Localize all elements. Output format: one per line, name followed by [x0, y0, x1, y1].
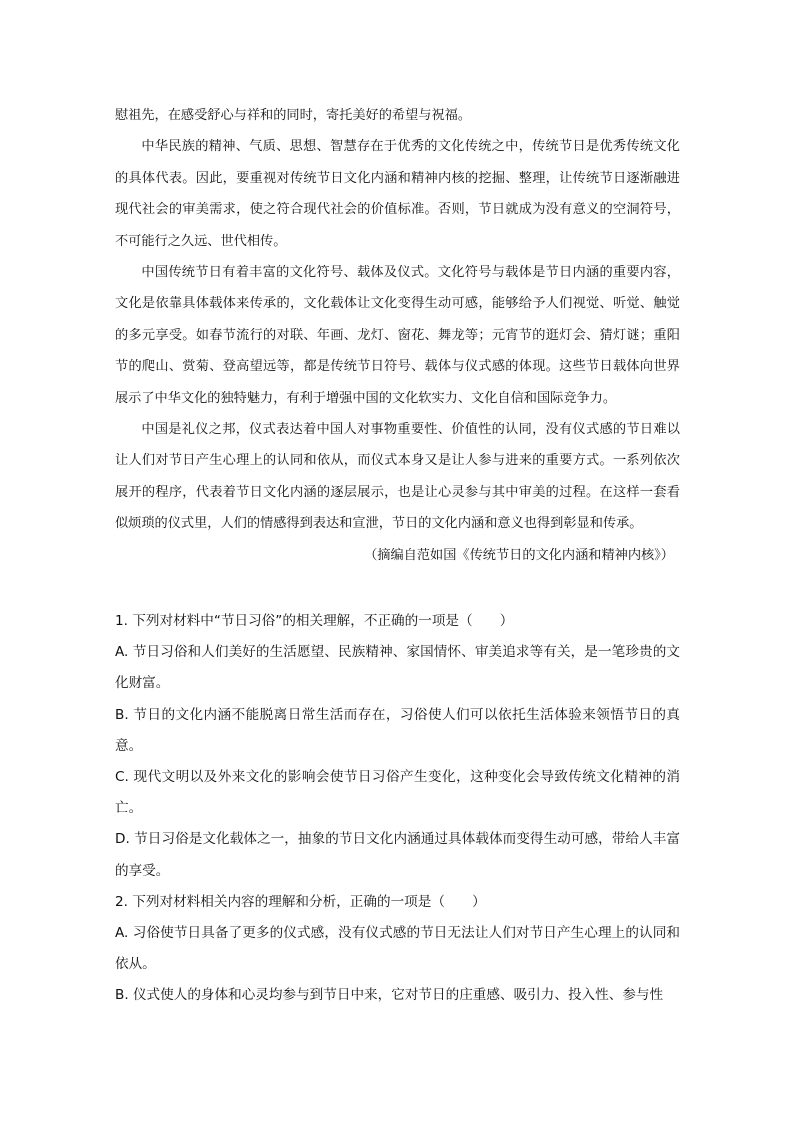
question-1-stem: 1. 下列对材料中“节日习俗”的相关理解，不正确的一项是（ ）	[115, 613, 514, 629]
question-2-option-b: B. 仪式使人的身体和心灵均参与到节日中来，它对节日的庄重感、吸引力、投入性、参与性	[115, 987, 664, 1004]
question-2-stem: 2. 下列对材料相关内容的理解和分析，正确的一项是（ ）	[115, 893, 486, 910]
question-section	[115, 606, 680, 1012]
reading-passage	[115, 100, 680, 571]
passage-paragraph: 中国传统节日有着丰富的文化符号、载体及仪式。文化符号与载体是节日内涵的重要内容，文化是依靠具体载体来传承的，文化载体让文化变得生动可感，能够给予人们视觉、听觉、触觉的多元享受。如春节流行的对联、年画、龙灯、窗花、舞龙等；元宵节的逛灯会、猜灯谜；重阳节的爬山、赏菊、登高望远等，都是传统节日符号、载体与仪式感的体现。这些节日载体向世界展示了中华文化的独特魅力，有利于增强中国的文化软实力、文化自信和国际竞争力。	[115, 265, 680, 406]
question-2-option-a: A. 习俗使节日具备了更多的仪式感，没有仪式感的节日无法让人们对节日产生心理上的认同和依从。	[115, 925, 680, 973]
question-1-option-b: B. 节日的文化内涵不能脱离日常生活而存在，习俗使人们可以依托生活体验来领悟节日的真意。	[115, 706, 680, 754]
passage-source: （摘编自范如国《传统节日的文化内涵和精神内核》）	[364, 547, 674, 563]
question-1-option-d: D. 节日习俗是文化载体之一，抽象的节日文化内涵通过具体载体而变得生动可感，带给人丰富的享受。	[115, 831, 680, 879]
question-1-option-c: C. 现代文明以及外来文化的影响会使节日习俗产生变化，这种变化会导致传统文化精神的消亡。	[115, 769, 680, 817]
passage-paragraph-continued: 慰祖先，在感受舒心与祥和的同时，寄托美好的希望与祝福。	[115, 108, 472, 123]
question-1-option-a: A. 节日习俗和人们美好的生活愿望、民族精神、家国情怀、审美追求等有关，是一笔珍贵的文化财富。	[115, 644, 680, 692]
passage-paragraph: 中华民族的精神、气质、思想、智慧存在于优秀的文化传统之中，传统节日是优秀传统文化的具体代表。因此，要重视对传统节日文化内涵和精神内核的挖掘、整理，让传统节日逐渐融进现代社会的审美需求，使之符合现代社会的价值标准。否则，节日就成为没有意义的空洞符号，不可能行之久远、世代相传。	[115, 139, 680, 249]
passage-paragraph: 中国是礼仪之邦，仪式表达着中国人对事物重要性、价值性的认同，没有仪式感的节日难以让人们对节日产生心理上的认同和依从，而仪式本身又是让人参与进来的重要方式。一系列依次展开的程序，代表着节日文化内涵的逐层展示，也是让心灵参与其中审美的过程。在这样一套看似烦琐的仪式里，人们的情感得到表达和宣泄，节日的文化内涵和意义也得到彰显和传承。	[115, 422, 680, 532]
